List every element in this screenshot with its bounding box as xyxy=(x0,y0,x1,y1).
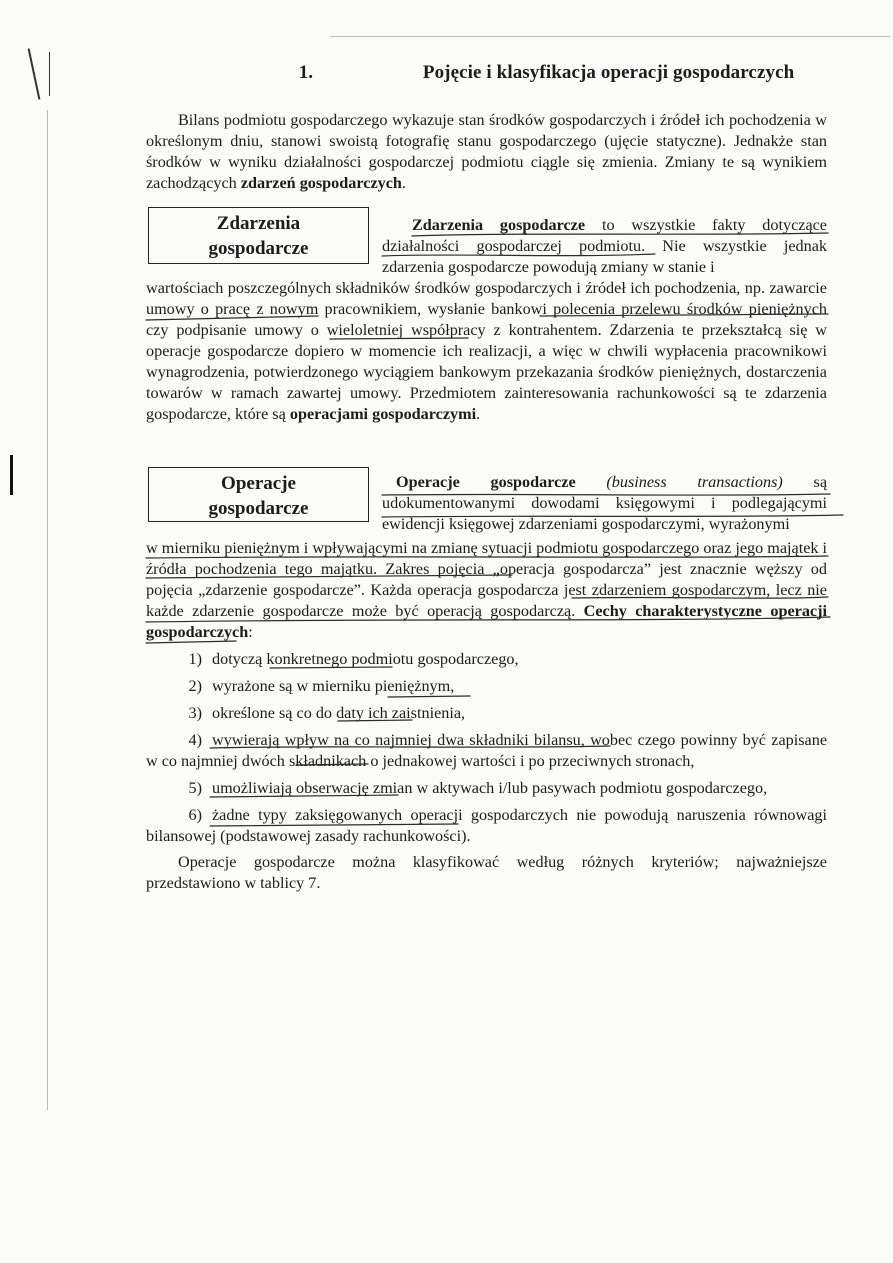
section-number: 1. xyxy=(298,62,314,83)
events-bold-end: operacjami gospodarczymi xyxy=(289,405,477,423)
operations-float-text: Operacje gospodarcze (business transactions) są udokumentowanymi dowodami księgowymi i podlegającymi ewidencji księgowej zdarzeniami gospodarczymi, wyrażonymi xyxy=(382,473,827,533)
scan-edge-mark xyxy=(10,455,13,495)
list-item: 6) żadne typy zaksięgowanych operacji gospodarczych nie powodują naruszenia równowagi bilansowej (podstawowej zasady rachunkowości). xyxy=(146,806,827,845)
list-item: 1) dotyczą konkretnego podmiotu gospodarczego, xyxy=(188,650,519,668)
operations-bold-end: Cechy charakterystyczne operacji gospodarczych xyxy=(146,602,828,641)
operations-lead-term: Operacje gospodarcze xyxy=(396,473,576,491)
margin-box-operacje xyxy=(148,467,369,522)
features-list xyxy=(146,649,827,847)
operations-paragraph: w mierniku pieniężnym i wpływającymi na zmianę sytuacji podmiotu gospodarczego oraz jego majątek i źródła pochodzenia tego majątku. Zakres pojęcia „operacja gospodarcza” jest znacznie węższy od pojęcia „zdarzenie gospodarcze”. Każda operacja gospodarcza jest zdarzeniem gospodarczym, lecz nie każde zdarzenie gospodarcze może być operacją gospodarczą. Cechy charakterystyczne operacji gospodarczych: xyxy=(146,539,828,641)
box1-line2: gospodarcze xyxy=(208,238,309,259)
closing-paragraph xyxy=(146,852,827,894)
events-paragraph: wartościach poszczególnych składników środków gospodarczych i źródeł ich pochodzenia, np. zawarcie umowy o pracę z nowym pracownikiem, wysłanie bankowi polecenia przelewu środków pieniężnych czy podpisanie umowy o wieloletniej współpracy z kontrahentem. Zdarzenia te przekształcą się w operacje gospodarcze dopiero w momencie ich realizacji, a więc w chwili wypłacenia pracownikowi wynagrodzenia, potwierdzonego wyciągiem bankowym przekazania środków pieniężnych, dostarczenia towarów w ramach zawartej umowy. Przedmiotem zainteresowania rachunkowości są te zdarzenia gospodarcze, które są operacjami gospodarczymi. xyxy=(146,279,827,423)
list-item: 3) określone są co do daty ich zaistnienia, xyxy=(188,704,466,722)
section-heading xyxy=(0,62,893,84)
list-item: 4) wywierają wpływ na co najmniej dwa składniki bilansu, wobec czego powinny być zapisane w co najmniej dwóch składnikach o jednakowej wartości i po przeciwnych stronach, xyxy=(146,731,827,770)
box1-line1: Zdarzenia xyxy=(216,213,301,234)
events-float-text: Zdarzenia gospodarcze to wszystkie fakty dotyczące działalności gospodarczej podmiotu. Nie wszystkie jednak zdarzenia gospodarcze powodują zmiany w stanie i xyxy=(382,216,827,276)
closing-text: Operacje gospodarcze można klasyfikować według różnych kryteriów; najważniejsze przedstawiono w tablicy 7. xyxy=(146,853,827,892)
list-item: 5) umożliwiają obserwację zmian w aktywach i/lub pasywach podmiotu gospodarczego, xyxy=(188,779,768,797)
intro-text: Bilans podmiotu gospodarczego wykazuje stan środków gospodarczych i źródeł ich pochodzenia w określonym dniu, stanowi swoistą fotografię stanu gospodarczego (ujęcie statyczne). Jednakże stan środków w wyniku działalności gospodarczej podmiotu ciągle się zmienia. Zmiany te są wynikiem zachodzących xyxy=(146,111,827,192)
box2-line2: gospodarcze xyxy=(208,498,309,519)
section-title: Pojęcie i klasyfikacja operacji gospodarczych xyxy=(422,62,795,83)
intro-bold-term: zdarzeń gospodarczych xyxy=(240,174,402,192)
operations-body: w mierniku pieniężnym i wpływającymi na zmianę sytuacji podmiotu gospodarczego oraz jego majątek i źródła pochodzenia tego majątku. Zakres pojęcia „operacja gospodarcza” jest znacznie węższy od pojęcia „zdarzenie gospodarcze”. Każda operacja gospodarcza jest zdarzeniem gospodarczym, lecz nie każde zdarzenie gospodarcze może być operacją gospodarczą. xyxy=(146,539,828,620)
events-body: wartościach poszczególnych składników środków gospodarczych i źródeł ich pochodzenia, np. zawarcie umowy o pracę z nowym pracownikiem, wysłanie bankowi polecenia przelewu środków pieniężnych czy podpisanie umowy o wieloletniej współpracy z kontrahentem. Zdarzenia te przekształcą się w operacje gospodarcze dopiero w momencie ich realizacji, a więc w chwili wypłacenia pracownikowi wynagrodzenia, potwierdzonego wyciągiem bankowym przekazania środków pieniężnych, dostarczenia towarów w ramach zawartej umowy. Przedmiotem zainteresowania rachunkowości są te zdarzenia gospodarcze, które są xyxy=(146,279,827,423)
operations-english-term: (business transactions) xyxy=(606,473,783,491)
scan-edge-mark xyxy=(330,36,890,37)
margin-box-zdarzenia xyxy=(148,207,369,264)
events-lead-term: Zdarzenia gospodarcze xyxy=(412,216,586,234)
intro-paragraph: Bilans podmiotu gospodarczego wykazuje stan środków gospodarczych i źródeł ich pochodzenia w określonym dniu, stanowi swoistą fotografię stanu gospodarczego (ujęcie statyczne). Jednakże stan środków w wyniku działalności gospodarczej podmiotu ciągle się zmienia. Zmiany te są wynikiem zachodzących zdarzeń gospodarczych. xyxy=(146,111,827,192)
scan-edge-mark xyxy=(47,110,48,1110)
list-item: 2) wyrażone są w mierniku pieniężnym, xyxy=(188,677,455,695)
box2-line1: Operacje xyxy=(221,473,296,494)
